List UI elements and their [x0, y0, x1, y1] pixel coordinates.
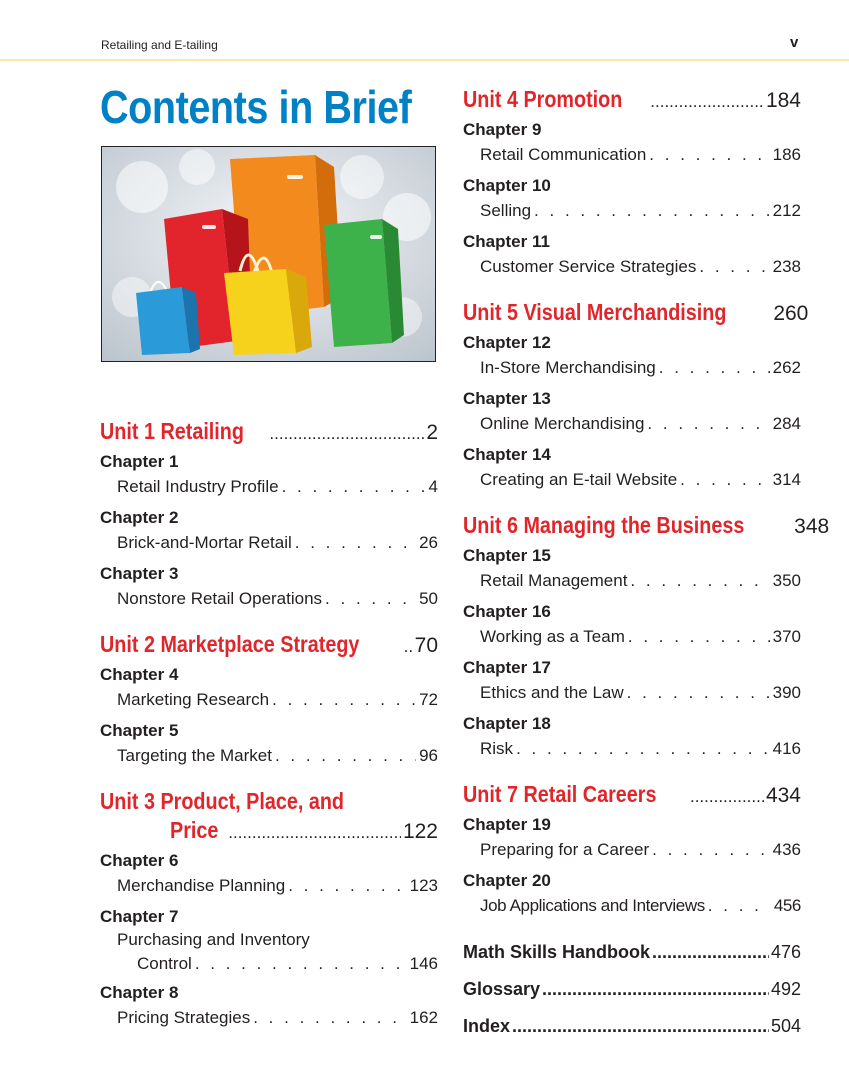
chapter-entry [480, 466, 801, 494]
chapter-title: Purchasing and Inventory [117, 930, 310, 949]
chapter-page: 456 [773, 896, 801, 915]
chapter-entry [117, 686, 438, 714]
chapter-title: Customer Service Strategies [480, 257, 697, 276]
chapter-entry [480, 197, 801, 225]
chapter-title: Working as a Team [480, 627, 625, 646]
contents-right-column [463, 86, 830, 1037]
dot-leader [627, 679, 770, 707]
unit-page: 122 [402, 820, 438, 843]
chapter-label: Chapter 9 [463, 120, 542, 139]
dot-leader [404, 637, 413, 657]
chapter-label: Chapter 6 [100, 851, 179, 870]
chapter-title: Risk [480, 739, 514, 758]
chapter-title: Merchandise Planning [117, 876, 286, 895]
chapter-page: 350 [772, 571, 801, 590]
chapter-title: Ethics and the Law [480, 683, 624, 702]
unit-title: Unit 5 Visual Merchandising [463, 299, 727, 325]
chapter-title: In-Store Merchandising [480, 358, 656, 377]
dot-leader [534, 197, 770, 225]
dot-leader [295, 529, 416, 557]
chapter-label: Chapter 19 [463, 815, 551, 834]
chapter-entry [480, 679, 801, 707]
chapter-label: Chapter 18 [463, 714, 551, 733]
unit-page: 260 [773, 302, 809, 325]
chapter-title: Brick-and-Mortar Retail [117, 533, 292, 552]
dot-leader [699, 253, 769, 281]
chapter-label: Chapter 12 [463, 333, 551, 352]
back-matter-index [463, 1016, 801, 1037]
chapter-label: Chapter 4 [100, 665, 179, 684]
chapter-page: 162 [409, 1008, 438, 1027]
chapter-label: Chapter 5 [100, 721, 179, 740]
chapter-title: Job Applications and Interviews [480, 896, 705, 915]
chapter-page: 146 [409, 954, 438, 973]
unit-4-heading [463, 86, 801, 113]
chapter-entry [117, 742, 438, 770]
back-matter-title: Index [463, 1016, 511, 1036]
dot-leader [690, 787, 764, 807]
chapter-title: Retail Communication [480, 145, 647, 164]
chapter-entry [480, 892, 801, 920]
chapter-page: 123 [409, 876, 438, 895]
unit-title: Unit 1 Retailing [100, 418, 244, 444]
chapter-label: Chapter 2 [100, 508, 179, 527]
chapter-page: 370 [772, 627, 801, 646]
chapter-entry [480, 623, 801, 651]
chapter-page: 262 [772, 358, 801, 377]
chapter-label: Chapter 17 [463, 658, 551, 677]
chapter-title: Targeting the Market [117, 746, 272, 765]
chapter-title: Preparing for a Career [480, 840, 650, 859]
chapter-title-continued: Control [137, 954, 192, 973]
unit-6-heading [463, 512, 830, 539]
contents-left-column [100, 418, 438, 1032]
dot-leader [650, 92, 764, 112]
dot-leader [253, 1004, 406, 1032]
dot-leader [680, 466, 769, 494]
unit-title: Unit 3 Product, Place, and [100, 788, 345, 814]
chapter-title: Retail Management [480, 571, 628, 590]
chapter-label: Chapter 8 [100, 983, 179, 1002]
chapter-page: 96 [419, 746, 438, 765]
unit-3-heading [100, 788, 438, 844]
chapter-page: 314 [772, 470, 801, 489]
chapter-label: Chapter 16 [463, 602, 551, 621]
unit-title: Unit 7 Retail Careers [463, 781, 657, 807]
chapter-label: Chapter 11 [463, 232, 550, 251]
chapter-entry [480, 567, 801, 595]
back-matter-math-skills [463, 942, 801, 963]
header-rule [0, 59, 849, 61]
dot-leader [652, 942, 769, 963]
dot-leader [542, 979, 769, 1000]
chapter-title: Pricing Strategies [117, 1008, 251, 1027]
chapter-title: Marketing Research [117, 690, 270, 709]
chapter-entry [480, 836, 801, 864]
chapter-page: 50 [419, 589, 438, 608]
page-header [0, 0, 849, 60]
unit-title: Unit 4 Promotion [463, 86, 623, 112]
unit-page: 2 [426, 421, 438, 444]
chapter-title: Nonstore Retail Operations [117, 589, 323, 608]
back-matter-glossary [463, 979, 801, 1000]
chapter-page: 186 [772, 145, 801, 164]
dot-leader [512, 1016, 769, 1037]
back-matter-title: Glossary [463, 979, 541, 999]
chapter-entry [480, 253, 801, 281]
chapter-entry [480, 735, 801, 763]
chapter-entry [137, 952, 438, 976]
chapter-entry [480, 354, 801, 382]
chapter-title: Online Merchandising [480, 414, 645, 433]
dot-leader [325, 585, 416, 613]
unit-5-heading [463, 299, 809, 326]
unit-title: Unit 6 Managing the Business [463, 512, 745, 538]
chapter-entry [117, 529, 438, 557]
dot-leader [647, 410, 769, 438]
chapter-label: Chapter 20 [463, 871, 551, 890]
chapter-label: Chapter 10 [463, 176, 551, 195]
chapter-label: Chapter 3 [100, 564, 179, 583]
page-title: Contents in Brief [100, 81, 412, 133]
dot-leader [628, 623, 770, 651]
chapter-title: Retail Industry Profile [117, 477, 279, 496]
chapter-entry [480, 141, 801, 169]
unit-title-continued: Price [170, 817, 219, 843]
chapter-page: 26 [419, 533, 438, 552]
back-matter-page: 492 [770, 979, 801, 999]
chapter-entry [117, 1004, 438, 1032]
chapter-page: 4 [428, 477, 438, 496]
dot-leader [288, 872, 406, 900]
dot-leader [652, 836, 769, 864]
chapter-label: Chapter 13 [463, 389, 551, 408]
page-number: v [790, 34, 799, 51]
chapter-page: 72 [419, 690, 438, 709]
back-matter-page: 504 [770, 1016, 801, 1036]
running-head: Retailing and E-tailing [101, 38, 218, 52]
unit-page: 70 [414, 634, 438, 657]
chapter-page: 212 [772, 201, 801, 220]
chapter-page: 238 [772, 257, 801, 276]
unit-title: Unit 2 Marketplace Strategy [100, 631, 360, 657]
unit-page: 184 [765, 89, 801, 112]
dot-leader [228, 823, 401, 843]
unit-page: 348 [794, 515, 830, 538]
chapter-entry [117, 473, 438, 501]
dot-leader [282, 473, 426, 501]
chapter-title: Creating an E-tail Website [480, 470, 678, 489]
dot-leader [630, 567, 769, 595]
dot-leader [272, 686, 416, 714]
chapter-page: 390 [772, 683, 801, 702]
dot-leader [195, 952, 407, 976]
shopping-bags-photo [101, 146, 436, 362]
chapter-label: Chapter 14 [463, 445, 551, 464]
unit-page: 434 [765, 784, 801, 807]
chapter-label: Chapter 7 [100, 907, 179, 926]
dot-leader [275, 742, 416, 770]
chapter-entry [117, 872, 438, 900]
chapter-entry [480, 410, 801, 438]
back-matter-page: 476 [770, 942, 801, 962]
chapter-page: 416 [772, 739, 801, 758]
dot-leader [516, 735, 770, 763]
chapter-page: 436 [772, 840, 801, 859]
chapter-label: Chapter 15 [463, 546, 551, 565]
chapter-entry [117, 585, 438, 613]
dot-leader [659, 354, 770, 382]
dot-leader [649, 141, 769, 169]
chapter-label: Chapter 1 [100, 452, 179, 471]
unit-1-heading [100, 418, 438, 445]
chapter-title: Selling [480, 201, 532, 220]
dot-leader [708, 892, 771, 920]
unit-2-heading [100, 631, 438, 658]
dot-leader [269, 424, 424, 444]
back-matter-title: Math Skills Handbook [463, 942, 651, 962]
chapter-page: 284 [772, 414, 801, 433]
unit-7-heading [463, 781, 801, 808]
